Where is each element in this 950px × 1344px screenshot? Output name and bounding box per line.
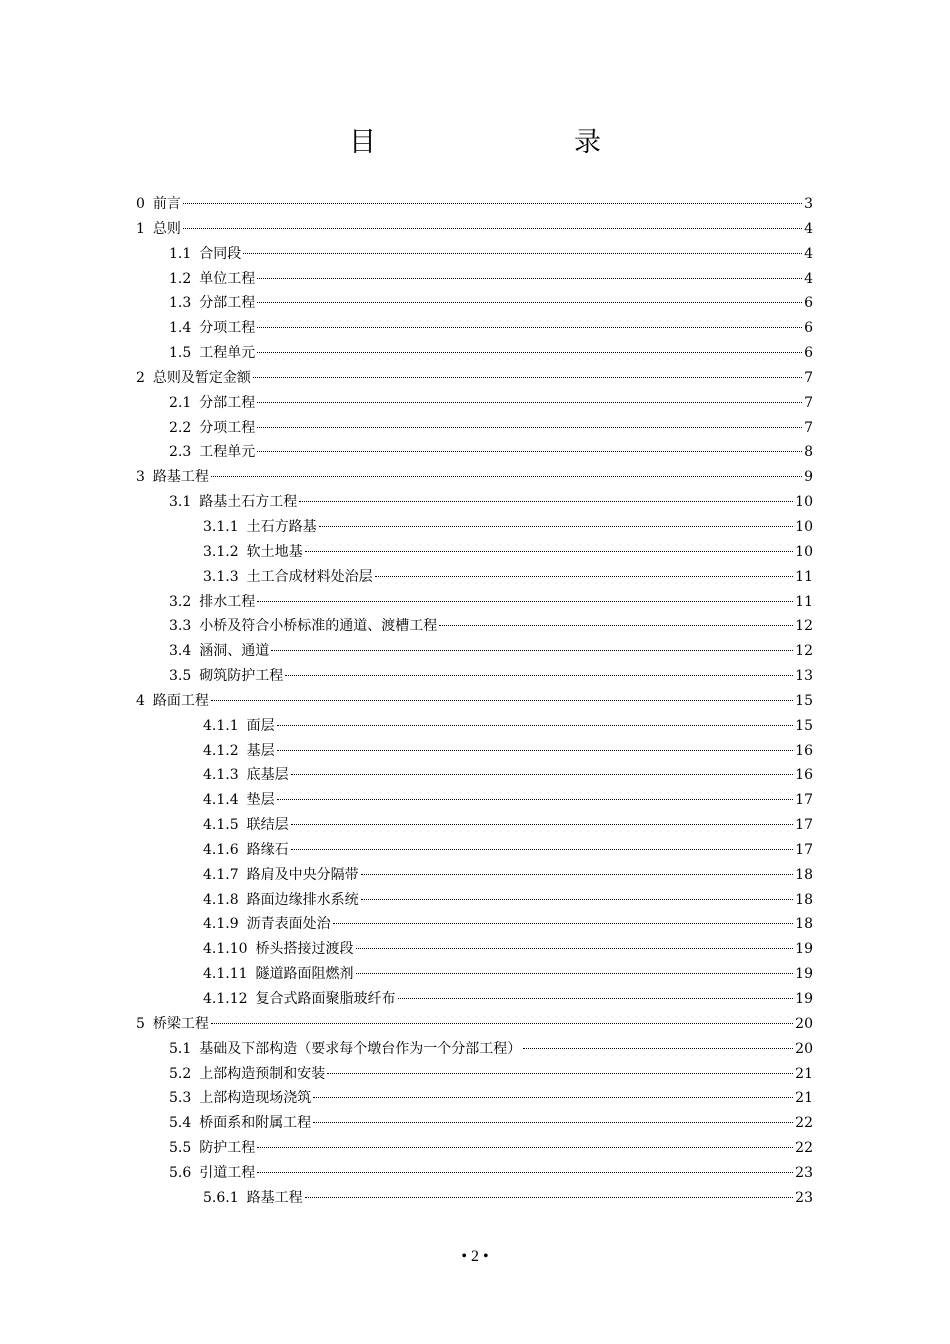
toc-entry-page: 16 [795,767,813,784]
toc-leader-dots [277,725,794,726]
toc-entry-number: 4.1.6 [203,841,239,858]
toc-entry[interactable] [136,242,813,267]
toc-entry-label [203,714,275,739]
toc-leader-dots [271,650,793,651]
toc-entry-label [169,1086,311,1111]
toc-entry[interactable] [136,937,813,962]
toc-entry[interactable] [136,788,813,813]
toc-entry-page: 10 [795,494,813,511]
toc-entry-label [203,515,317,540]
toc-entry-number: 3.4 [169,643,192,660]
toc-entry-title: 沥青表面处治 [246,916,331,933]
toc-entry-label [169,490,297,515]
toc-leader-dots [243,253,802,254]
toc-entry-page: 23 [795,1189,813,1206]
toc-leader-dots [291,774,794,775]
toc-entry-number: 1.4 [169,320,192,337]
toc-entry-page: 21 [795,1065,813,1082]
toc-entry-title: 分项工程 [199,320,256,337]
toc-entry[interactable] [136,912,813,937]
toc-entry-title: 路基工程 [152,469,209,486]
toc-entry-page: 6 [804,320,813,337]
toc-entry-title: 路基工程 [246,1189,303,1206]
toc-entry-number: 3 [136,469,145,486]
toc-entry-title: 底基层 [246,767,289,784]
toc-entry-label [203,788,275,813]
toc-entry-page: 16 [795,742,813,759]
toc-entry[interactable] [136,863,813,888]
toc-entry-number: 1 [136,220,145,237]
toc-leader-dots [375,576,794,577]
toc-entry-title: 复合式路面聚脂玻纤布 [255,991,396,1007]
toc-leader-dots [523,1048,793,1049]
toc-leader-dots [305,1197,794,1198]
toc-entry-page: 22 [795,1140,813,1157]
toc-entry-number: 4.1.8 [203,891,239,908]
toc-entry[interactable] [136,763,813,788]
toc-leader-dots [211,1023,793,1024]
toc-entry-page: 18 [795,916,813,933]
toc-entry-title: 路基土石方工程 [199,494,298,511]
toc-entry[interactable] [136,1161,813,1186]
toc-entry-title: 涵洞、通道 [199,643,270,660]
toc-entry-label [169,590,255,615]
toc-entry[interactable] [136,838,813,863]
toc-entry-label [169,440,255,465]
toc-entry-number: 3.2 [169,593,192,610]
toc-leader-dots [257,427,802,428]
toc-entry-title: 总则及暂定金额 [152,369,251,386]
toc-entry-title: 基层 [246,742,275,759]
toc-leader-dots [439,625,793,626]
toc-leader-dots [257,352,802,353]
toc-entry-title: 排水工程 [199,593,256,610]
toc-entry[interactable] [136,515,813,540]
toc-entry-label [169,1062,325,1087]
toc-entry-page: 11 [795,593,813,610]
toc-entry[interactable] [136,440,813,465]
toc-leader-dots [299,501,793,502]
toc-entry-label [203,813,289,838]
toc-entry-label [203,540,303,565]
toc-entry-label [203,912,331,937]
toc-entry-number: 3.1.2 [203,543,239,560]
toc-entry-label [136,217,181,242]
toc-entry-label [203,863,359,888]
toc-entry[interactable] [136,291,813,316]
toc-entry[interactable] [136,813,813,838]
toc-entry-label [169,1136,255,1161]
toc-entry-number: 3.1.3 [203,568,239,585]
toc-entry-label [169,242,241,267]
toc-entry-page: 9 [804,469,813,486]
toc-entry[interactable] [136,192,813,217]
toc-entry[interactable] [136,490,813,515]
toc-entry-number: 2 [136,369,145,386]
toc-entry-page: 4 [804,245,813,262]
toc-entry[interactable] [136,217,813,242]
toc-entry-label [136,366,251,391]
toc-entry-page: 15 [795,692,813,709]
toc-entry-number: 5.5 [169,1140,192,1157]
toc-leader-dots [257,327,802,328]
toc-entry-title: 工程单元 [199,345,256,362]
toc-leader-dots [257,402,802,403]
toc-entry-page: 21 [795,1090,813,1107]
toc-entry-label [203,987,396,1012]
toc-entry-title: 引道工程 [199,1164,256,1181]
toc-entry[interactable] [136,664,813,689]
toc-entry-label [169,664,283,689]
toc-leader-dots [257,451,802,452]
toc-entry-number: 4.1.4 [203,792,239,809]
toc-leader-dots [277,750,794,751]
toc-entry-label [203,838,289,863]
toc-entry-title: 桥头搭接过渡段 [255,941,354,958]
toc-entry-label [169,1111,311,1136]
toc-leader-dots [361,899,794,900]
toc-entry-number: 3.1.1 [203,518,239,535]
toc-entry[interactable] [136,1037,813,1062]
toc-entry-label [169,416,255,441]
toc-entry-title: 单位工程 [199,270,256,287]
toc-entry-title: 路面工程 [152,692,209,709]
toc-entry-page: 13 [795,668,813,685]
toc-entry-number: 4.1.2 [203,742,239,759]
toc-entry-page: 7 [804,369,813,386]
toc-leader-dots [257,278,802,279]
toc-entry-page: 20 [795,1015,813,1032]
toc-entry-number: 2.3 [169,444,192,461]
toc-entry-page: 19 [795,966,813,983]
toc-entry-label [136,465,209,490]
toc-entry-number: 4.1.12 [203,991,248,1007]
toc-leader-dots [398,998,794,999]
toc-entry[interactable] [136,1012,813,1037]
toc-entry[interactable] [136,614,813,639]
toc-entry[interactable] [136,316,813,341]
toc-entry-page: 7 [804,394,813,411]
toc-entry[interactable] [136,590,813,615]
toc-entry-label [203,565,373,590]
toc-entry-title: 垫层 [246,792,275,809]
toc-entry-title: 总则 [152,220,181,237]
toc-entry-number: 4.1.3 [203,767,239,784]
toc-entry[interactable] [136,341,813,366]
toc-entry-label [169,614,437,639]
toc-entry-title: 土工合成材料处治层 [246,568,373,585]
toc-entry-title: 软土地基 [246,543,303,560]
toc-entry-number: 4 [136,692,145,709]
toc-entry-number: 5.1 [169,1040,192,1057]
toc-entry-number: 2.1 [169,394,192,411]
toc-entry-page: 20 [795,1040,813,1057]
toc-entry-number: 5.4 [169,1115,192,1132]
toc-entry-page: 19 [795,991,813,1007]
toc-entry-page: 6 [804,345,813,362]
toc-entry-page: 19 [795,941,813,958]
toc-leader-dots [257,302,802,303]
toc-entry-label [169,316,255,341]
toc-leader-dots [183,203,802,204]
toc-entry[interactable] [136,888,813,913]
toc-entry-title: 上部构造现场浇筑 [199,1090,312,1107]
toc-entry-number: 3.5 [169,668,192,685]
toc-entry[interactable] [136,714,813,739]
toc-entry-page: 22 [795,1115,813,1132]
toc-entry-label [203,739,275,764]
toc-entry[interactable] [136,1086,813,1111]
toc-leader-dots [257,1147,793,1148]
toc-entry[interactable] [136,565,813,590]
toc-entry-label [203,937,354,962]
toc-leader-dots [257,1172,793,1173]
toc-entry-number: 0 [136,196,145,212]
toc-entry[interactable] [136,267,813,292]
toc-entry-number: 4.1.10 [203,941,248,958]
toc-entry-title: 路缘石 [246,841,289,858]
toc-entry[interactable] [136,416,813,441]
toc-leader-dots [356,973,794,974]
toc-leader-dots [291,849,794,850]
toc-entry-number: 5.3 [169,1090,192,1107]
toc-entry[interactable] [136,1111,813,1136]
toc-entry-page: 17 [795,817,813,834]
toc-entry-title: 基础及下部构造（要求每个墩台作为一个分部工程） [199,1040,522,1057]
toc-entry-title: 合同段 [199,245,242,262]
toc-entry[interactable] [136,689,813,714]
toc-leader-dots [253,377,802,378]
toc-entry-label [203,763,289,788]
toc-entry-title: 前言 [152,196,181,212]
toc-entry-page: 17 [795,792,813,809]
toc-entry-title: 路面边缘排水系统 [246,891,359,908]
page-number: • 2 • [461,1248,489,1265]
toc-entry[interactable] [136,1136,813,1161]
toc-entry-title: 联结层 [246,817,289,834]
toc-entry-title: 面层 [246,717,275,734]
toc-entry-page: 12 [795,643,813,660]
toc-entry-page: 4 [804,270,813,287]
toc-leader-dots [291,824,794,825]
toc-entry[interactable] [136,1186,813,1211]
toc-entry-number: 4.1.1 [203,717,239,734]
toc-leader-dots [183,228,802,229]
toc-leader-dots [327,1073,793,1074]
toc-entry-number: 5.6 [169,1164,192,1181]
toc-leader-dots [285,675,793,676]
page-title: 目 录 [349,127,649,158]
toc-entry-number: 1.1 [169,245,192,262]
toc-entry-label [169,1037,521,1062]
toc-leader-dots [211,476,802,477]
toc-entry[interactable] [136,987,813,1012]
toc-entry-number: 5 [136,1015,145,1032]
toc-entry-label [136,1012,209,1037]
toc-entry-title: 分部工程 [199,295,256,312]
toc-entry-page: 12 [795,618,813,635]
toc-entry-page: 15 [795,717,813,734]
toc-entry-page: 18 [795,891,813,908]
toc-entry-number: 1.5 [169,345,192,362]
toc-leader-dots [257,601,793,602]
toc-entry-title: 小桥及符合小桥标准的通道、渡槽工程 [199,618,438,635]
toc-entry-page: 4 [804,220,813,237]
toc-entry-number: 3.1 [169,494,192,511]
toc-entry-page: 23 [795,1164,813,1181]
toc-entry[interactable] [136,639,813,664]
toc-entry-page: 3 [804,196,813,212]
toc-entry-label [169,639,269,664]
toc-entry-title: 防护工程 [199,1140,256,1157]
toc-entry-page: 8 [804,444,813,461]
toc-leader-dots [333,923,794,924]
toc-entry-label [203,1186,303,1211]
table-of-contents [136,192,813,1211]
toc-entry-number: 2.2 [169,419,192,436]
toc-entry-title: 隧道路面阻燃剂 [255,966,354,983]
toc-entry-label [169,267,255,292]
toc-entry-page: 11 [795,568,813,585]
toc-entry[interactable] [136,391,813,416]
toc-entry-number: 4.1.11 [203,966,248,983]
toc-entry-number: 4.1.7 [203,866,239,883]
toc-entry-number: 4.1.9 [203,916,239,933]
toc-entry-title: 土石方路基 [246,518,317,535]
toc-entry-label [136,192,181,217]
toc-entry-number: 3.3 [169,618,192,635]
toc-entry-number: 4.1.5 [203,817,239,834]
toc-entry-label [169,391,255,416]
toc-entry-title: 分项工程 [199,419,256,436]
toc-entry-title: 砌筑防护工程 [199,668,284,685]
toc-entry-title: 路肩及中央分隔带 [246,866,359,883]
toc-entry-label [203,888,359,913]
toc-entry-label [203,962,354,987]
toc-entry-page: 6 [804,295,813,312]
toc-entry-title: 上部构造预制和安装 [199,1065,326,1082]
toc-entry-page: 17 [795,841,813,858]
toc-entry[interactable] [136,739,813,764]
toc-entry-number: 1.3 [169,295,192,312]
toc-leader-dots [211,700,793,701]
toc-leader-dots [305,551,794,552]
toc-leader-dots [313,1122,793,1123]
toc-entry[interactable] [136,540,813,565]
toc-entry[interactable] [136,1062,813,1087]
toc-entry-title: 分部工程 [199,394,256,411]
toc-entry-title: 工程单元 [199,444,256,461]
toc-entry-page: 10 [795,543,813,560]
toc-entry-page: 10 [795,518,813,535]
toc-entry-page: 7 [804,419,813,436]
toc-entry-number: 5.6.1 [203,1189,239,1206]
toc-leader-dots [361,874,794,875]
toc-leader-dots [319,526,794,527]
toc-leader-dots [313,1097,793,1098]
toc-leader-dots [277,799,794,800]
toc-entry[interactable] [136,465,813,490]
toc-entry-number: 1.2 [169,270,192,287]
toc-entry-page: 18 [795,866,813,883]
toc-entry-label [136,689,209,714]
toc-entry[interactable] [136,366,813,391]
toc-entry-label [169,1161,255,1186]
toc-entry[interactable] [136,962,813,987]
toc-entry-label [169,291,255,316]
toc-leader-dots [356,948,794,949]
toc-entry-title: 桥梁工程 [152,1015,209,1032]
toc-entry-label [169,341,255,366]
toc-entry-number: 5.2 [169,1065,192,1082]
toc-entry-title: 桥面系和附属工程 [199,1115,312,1132]
